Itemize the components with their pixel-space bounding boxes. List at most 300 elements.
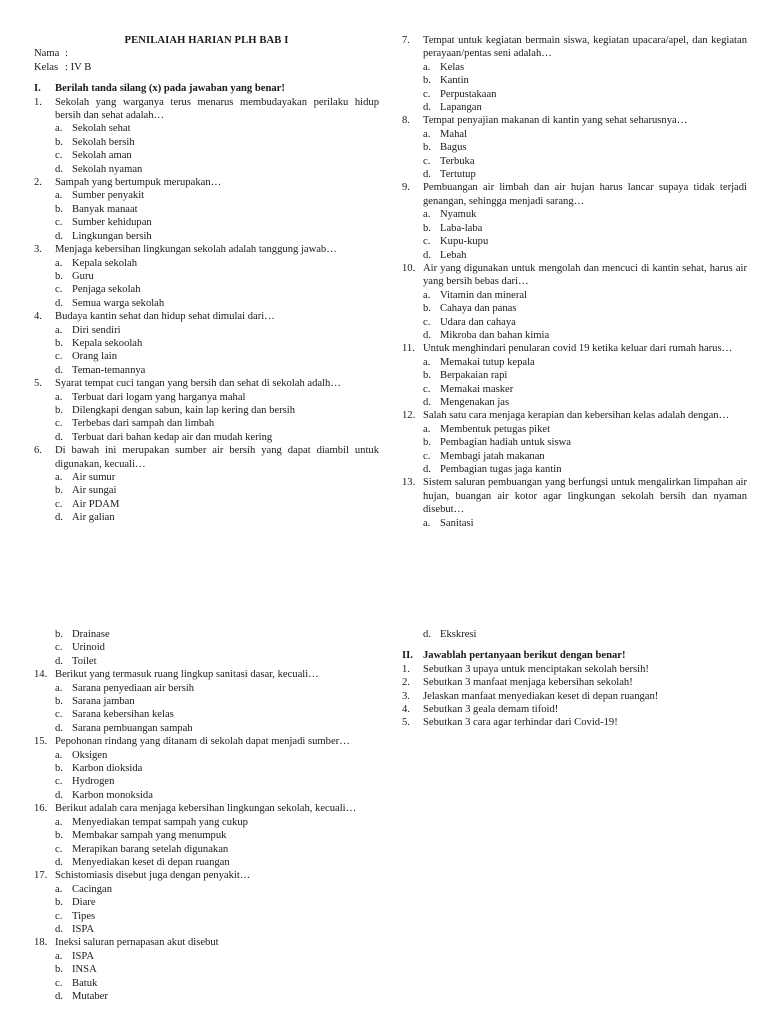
- answer-option: [34, 843, 379, 856]
- option-letter: a.: [55, 190, 63, 202]
- class-value: : IV B: [65, 61, 92, 73]
- option-letter: b.: [55, 964, 63, 976]
- option-letter: d.: [55, 923, 63, 935]
- option-text: Sekolah aman: [72, 150, 132, 162]
- essay-text: Sebutkan 3 manfaat menjaga kebersihan sekolah!: [423, 677, 633, 689]
- answer-option: [34, 498, 379, 511]
- essay-number: 4.: [402, 704, 410, 716]
- option-letter: b.: [55, 203, 63, 215]
- option-text: Kelas: [440, 61, 465, 73]
- option-letter: a.: [423, 423, 431, 435]
- answer-option: [34, 471, 379, 484]
- answer-option: [34, 136, 379, 149]
- question-number: 17.: [34, 870, 48, 882]
- option-letter: d.: [55, 789, 63, 801]
- option-text: Cacingan: [72, 883, 113, 895]
- option-letter: c.: [423, 236, 431, 248]
- question: [402, 409, 747, 422]
- option-text: Sekolah sehat: [72, 123, 131, 135]
- option-text: Vitamin dan mineral: [440, 289, 528, 301]
- question: [34, 869, 379, 882]
- name-value: :: [65, 48, 68, 60]
- answer-option: [402, 423, 747, 436]
- answer-option: [34, 829, 379, 842]
- option-text: Kepala sekolah: [72, 257, 138, 269]
- column-left: [34, 34, 379, 525]
- option-text: Membakar sampah yang menumpuk: [72, 830, 227, 842]
- option-letter: d.: [423, 629, 431, 640]
- option-letter: a.: [423, 61, 431, 73]
- class-field: [34, 61, 379, 74]
- spacer: [34, 74, 379, 82]
- option-letter: c.: [55, 217, 63, 229]
- question: [402, 262, 747, 289]
- answer-option: [34, 203, 379, 216]
- answer-option: [34, 977, 379, 990]
- answer-option: [34, 856, 379, 869]
- answer-option: [34, 404, 379, 417]
- option-letter: d.: [423, 102, 431, 114]
- question-number: 6.: [34, 445, 42, 457]
- question: [34, 243, 379, 256]
- name-field: [34, 47, 379, 60]
- question-list: [34, 96, 379, 525]
- essay-item: [402, 663, 747, 676]
- section-number: II.: [402, 650, 413, 662]
- option-letter: a.: [55, 950, 63, 962]
- question: [34, 377, 379, 390]
- question-number: 3.: [34, 244, 42, 256]
- section-heading: [34, 82, 379, 95]
- option-text: Air sungai: [72, 485, 117, 497]
- option-letter: d.: [55, 163, 63, 175]
- option-letter: d.: [423, 329, 431, 341]
- essay-text: Sebutkan 3 geala demam tifoid!: [423, 704, 559, 716]
- page-bottom-half: [0, 600, 768, 1024]
- answer-option: [402, 329, 747, 342]
- question: [34, 176, 379, 189]
- essay-item: [402, 690, 747, 703]
- option-letter: a.: [55, 883, 63, 895]
- option-letter: a.: [423, 289, 431, 301]
- option-letter: c.: [55, 776, 63, 788]
- option-letter: d.: [55, 230, 63, 242]
- answer-option: [34, 910, 379, 923]
- question-text: Sekolah yang warganya terus menarus membudayakan perilaku hidup bersih dan sehat adalah…: [55, 96, 379, 122]
- option-letter: c.: [423, 316, 431, 328]
- answer-option: [34, 775, 379, 788]
- option-text: Sarana kebersihan kelas: [72, 709, 174, 721]
- question-number: 12.: [402, 410, 416, 422]
- option-letter: b.: [55, 270, 63, 282]
- question-number: 11.: [402, 343, 415, 355]
- option-letter: a.: [55, 749, 63, 761]
- option-letter: c.: [55, 284, 63, 296]
- question-text: Berikut adalah cara menjaga kebersihan lingkungan sekolah, kecuali…: [55, 803, 357, 815]
- option-text: Drainase: [72, 629, 110, 640]
- question: [34, 96, 379, 123]
- option-letter: a.: [423, 517, 431, 529]
- option-letter: b.: [423, 370, 431, 382]
- option-letter: d.: [55, 512, 63, 524]
- answer-option: [34, 762, 379, 775]
- option-text: Guru: [72, 270, 94, 282]
- option-letter: b.: [55, 830, 63, 842]
- answer-option: [402, 436, 747, 449]
- option-text: Oksigen: [72, 749, 108, 761]
- answer-option: [34, 655, 379, 668]
- option-text: Pembagian tugas jaga kantin: [440, 464, 562, 475]
- option-text: Air galian: [72, 512, 115, 524]
- option-text: Lingkungan bersih: [72, 230, 152, 242]
- answer-option: [402, 208, 747, 221]
- option-text: Pembagian hadiah untuk siswa: [440, 437, 571, 449]
- answer-option: [402, 289, 747, 302]
- option-letter: b.: [423, 75, 431, 87]
- answer-option: [34, 896, 379, 909]
- answer-option: [402, 302, 747, 315]
- question-number: 4.: [34, 311, 42, 323]
- question-list: [34, 668, 379, 1003]
- option-letter: c.: [423, 383, 431, 395]
- option-letter: b.: [423, 142, 431, 154]
- question-text: Tempat penyajian makanan di kantin yang sehat seharusnya…: [423, 115, 688, 127]
- option-letter: a.: [55, 682, 63, 694]
- option-letter: d.: [423, 464, 431, 475]
- question-text: Sampah yang bertumpuk merupakan…: [55, 177, 222, 189]
- question: [34, 668, 379, 681]
- option-letter: c.: [55, 351, 63, 363]
- question-number: 14.: [34, 669, 48, 681]
- question: [34, 444, 379, 471]
- option-text: Kepala sekoolah: [72, 337, 143, 349]
- answer-option: [34, 708, 379, 721]
- option-letter: d.: [55, 856, 63, 868]
- essay-item: [402, 716, 747, 729]
- section-instruction: Berilah tanda silang (x) pada jawaban yang benar!: [55, 83, 285, 95]
- option-text: ISPA: [72, 923, 94, 935]
- option-text: Mahal: [440, 128, 468, 140]
- option-text: Tipes: [72, 910, 96, 922]
- option-letter: a.: [55, 123, 63, 135]
- question-number: 10.: [402, 262, 416, 274]
- answer-option: [402, 396, 747, 409]
- question: [34, 310, 379, 323]
- option-letter: d.: [55, 655, 63, 667]
- essay-number: 3.: [402, 690, 410, 702]
- option-letter: c.: [423, 155, 431, 167]
- option-text: Mutaber: [72, 990, 108, 1002]
- option-letter: c.: [55, 642, 63, 654]
- answer-option: [402, 61, 747, 74]
- column-right: [402, 34, 747, 530]
- option-text: Lebah: [440, 249, 467, 261]
- question: [34, 802, 379, 815]
- option-text: Penjaga sekolah: [72, 284, 141, 296]
- answer-option: [34, 257, 379, 270]
- essay-number: 5.: [402, 717, 410, 729]
- answer-option: [402, 249, 747, 262]
- option-text: Diare: [72, 897, 96, 909]
- option-letter: b.: [55, 136, 63, 148]
- option-text: Merapikan barang setelah digunakan: [72, 843, 229, 855]
- answer-option: [34, 350, 379, 363]
- option-letter: b.: [55, 337, 63, 349]
- answer-option: [34, 230, 379, 243]
- answer-option: [34, 283, 379, 296]
- question: [402, 342, 747, 355]
- option-text: Karbon monoksida: [72, 789, 153, 801]
- question-text: Sistem saluran pembuangan yang berfungsi untuk mengalirkan limpahan air hujan, buangan air kotor agar lingkungan sekolah bersih dan nyaman disebut…: [423, 477, 747, 516]
- answer-option: [402, 235, 747, 248]
- question-text: Pembuangan air limbah dan air hujan harus lancar supaya tidak terjadi genangan, sehingga menjadi sarang…: [423, 182, 747, 207]
- option-text: Mikroba dan bahan kimia: [440, 329, 550, 341]
- option-text: Udara dan cahaya: [440, 316, 516, 328]
- answer-option: [34, 883, 379, 896]
- option-letter: a.: [55, 816, 63, 828]
- answer-option: [34, 695, 379, 708]
- question-number: 8.: [402, 115, 410, 127]
- question-text: Pepohonan rindang yang ditanam di sekolah dapat menjadi sumber…: [55, 736, 350, 748]
- question: [402, 476, 747, 516]
- answer-option: [34, 149, 379, 162]
- continued-option-list: [34, 628, 379, 668]
- option-letter: d.: [55, 722, 63, 734]
- option-letter: d.: [423, 169, 431, 181]
- question-text: Untuk menghindari penularan covid 19 ketika keluar dari rumah harus…: [423, 343, 733, 355]
- question-text: Berikut yang termasuk ruang lingkup sanitasi dasar, kecuali…: [55, 669, 319, 681]
- option-text: Air sumur: [72, 472, 116, 483]
- option-text: Sarana penyediaan air bersih: [72, 682, 195, 694]
- answer-option: [402, 463, 747, 476]
- option-text: INSA: [72, 964, 97, 976]
- answer-option: [34, 189, 379, 202]
- option-text: Diri sendiri: [72, 324, 121, 336]
- column-left: [34, 628, 379, 1003]
- section-heading: [402, 649, 747, 662]
- answer-option: [34, 122, 379, 135]
- answer-option: [34, 216, 379, 229]
- option-text: Tertutup: [440, 169, 476, 181]
- option-letter: b.: [55, 696, 63, 708]
- answer-option: [34, 364, 379, 377]
- option-text: Mengenakan jas: [440, 396, 510, 408]
- option-text: Teman-temannya: [72, 364, 146, 376]
- answer-option: [402, 356, 747, 369]
- answer-option: [34, 270, 379, 283]
- option-text: Menyediakan keset di depan ruangan: [72, 856, 230, 868]
- question-text: Menjaga kebersihan lingkungan sekolah adalah tanggung jawab…: [55, 244, 337, 256]
- question-text: Air yang digunakan untuk mengolah dan mencuci di kantin sehat, harus air yang bersih bebas dari…: [423, 262, 747, 288]
- option-text: Orang lain: [72, 351, 118, 363]
- essay-item: [402, 676, 747, 689]
- answer-option: [402, 450, 747, 463]
- answer-option: [34, 417, 379, 430]
- option-letter: c.: [55, 498, 63, 510]
- option-letter: c.: [55, 843, 63, 855]
- option-text: Batuk: [72, 977, 98, 989]
- option-text: Lapangan: [440, 102, 482, 114]
- question-text: Salah satu cara menjaga kerapian dan kebersihan kelas adalah dengan…: [423, 410, 730, 422]
- answer-option: [34, 511, 379, 524]
- option-letter: c.: [423, 450, 431, 462]
- answer-option: [402, 101, 747, 114]
- question-text: Di bawah ini merupakan sumber air bersih yang dapat diambil untuk digunakan, kecuali…: [55, 445, 379, 470]
- question: [34, 735, 379, 748]
- option-text: Urinoid: [72, 642, 105, 654]
- essay-item: [402, 703, 747, 716]
- question-text: Tempat untuk kegiatan bermain siswa, kegiatan upacara/apel, dan kegiatan perayaan/pentas seni adalah…: [423, 35, 747, 60]
- answer-option: [34, 641, 379, 654]
- option-text: Menyediakan tempat sampah yang cukup: [72, 816, 248, 828]
- option-text: Air PDAM: [72, 498, 120, 510]
- answer-option: [402, 141, 747, 154]
- option-letter: a.: [423, 128, 431, 140]
- question-number: 16.: [34, 803, 48, 815]
- option-text: Terbebas dari sampah dan limbah: [72, 418, 215, 430]
- question-text: Syarat tempat cuci tangan yang bersih dan sehat di sekolah adalh…: [55, 378, 341, 390]
- option-text: Banyak manaat: [72, 203, 138, 215]
- answer-option: [34, 484, 379, 497]
- essay-text: Sebutkan 3 cara agar terhindar dari Covid-19!: [423, 717, 618, 729]
- option-text: Terbuka: [440, 155, 475, 167]
- option-letter: d.: [55, 431, 63, 443]
- question-text: Ineksi saluran pernapasan akut disebut: [55, 937, 219, 949]
- question: [402, 181, 747, 208]
- option-letter: b.: [55, 897, 63, 909]
- option-letter: a.: [55, 391, 63, 403]
- answer-option: [34, 789, 379, 802]
- option-text: Sumber penyakit: [72, 190, 145, 202]
- answer-option: [402, 316, 747, 329]
- question-number: 18.: [34, 937, 48, 949]
- answer-option: [402, 155, 747, 168]
- option-text: ISPA: [72, 950, 94, 962]
- question-number: 5.: [34, 378, 42, 390]
- essay-number: 2.: [402, 677, 410, 689]
- option-text: Toilet: [72, 655, 97, 667]
- option-text: Laba-laba: [440, 222, 483, 234]
- question-number: 15.: [34, 736, 48, 748]
- answer-option: [402, 222, 747, 235]
- option-text: Kantin: [440, 75, 469, 87]
- essay-text: Sebutkan 3 upaya untuk menciptakan sekolah bersih!: [423, 663, 649, 675]
- option-text: Memakai tutup kepala: [440, 356, 535, 368]
- essay-number: 1.: [402, 663, 410, 675]
- answer-option: [402, 128, 747, 141]
- option-text: Sarana pembuangan sampah: [72, 722, 193, 734]
- answer-option: [34, 297, 379, 310]
- answer-option: [34, 431, 379, 444]
- question-number: 1.: [34, 96, 42, 108]
- option-text: Sanitasi: [440, 517, 474, 529]
- option-text: Memakai masker: [440, 383, 514, 395]
- option-text: Karbon dioksida: [72, 763, 143, 775]
- answer-option: [34, 722, 379, 735]
- option-text: Kupu-kupu: [440, 236, 489, 248]
- answer-option: [402, 628, 747, 641]
- answer-option: [34, 923, 379, 936]
- option-letter: c.: [55, 709, 63, 721]
- answer-option: [34, 963, 379, 976]
- option-letter: d.: [423, 396, 431, 408]
- answer-option: [402, 383, 747, 396]
- option-text: Nyamuk: [440, 209, 477, 221]
- answer-option: [34, 337, 379, 350]
- option-text: Terbuat dari bahan kedap air dan mudah kering: [72, 431, 273, 443]
- option-text: Membentuk petugas piket: [440, 423, 551, 435]
- name-label: Nama: [34, 48, 60, 60]
- option-letter: c.: [423, 88, 431, 100]
- answer-option: [402, 74, 747, 87]
- answer-option: [34, 749, 379, 762]
- option-text: Hydrogen: [72, 776, 115, 788]
- option-letter: d.: [423, 249, 431, 261]
- option-text: Berpakaian rapi: [440, 370, 508, 382]
- option-letter: a.: [423, 209, 431, 221]
- option-letter: d.: [55, 297, 63, 309]
- option-letter: c.: [55, 977, 63, 989]
- question-number: 9.: [402, 182, 410, 194]
- option-letter: b.: [423, 303, 431, 315]
- option-letter: d.: [55, 364, 63, 376]
- option-text: Ekskresi: [440, 629, 477, 640]
- option-text: Terbuat dari logam yang harganya mahal: [72, 391, 246, 403]
- option-letter: a.: [55, 324, 63, 336]
- option-text: Bagus: [440, 142, 467, 154]
- option-letter: b.: [55, 629, 63, 640]
- answer-option: [402, 369, 747, 382]
- answer-option: [34, 950, 379, 963]
- question-number: 7.: [402, 35, 410, 46]
- answer-option: [34, 682, 379, 695]
- option-letter: c.: [55, 910, 63, 922]
- question-list: [402, 34, 747, 530]
- question: [402, 114, 747, 127]
- essay-text: Jelaskan manfaat menyediakan keset di depan ruangan!: [423, 690, 659, 702]
- section-instruction: Jawablah pertanyaan berikut dengan benar!: [423, 650, 626, 662]
- answer-option: [34, 324, 379, 337]
- column-right: [402, 628, 747, 730]
- question: [34, 936, 379, 949]
- option-text: Sekolah nyaman: [72, 163, 143, 175]
- option-letter: d.: [55, 990, 63, 1002]
- option-text: Perpustakaan: [440, 88, 497, 100]
- option-letter: c.: [55, 150, 63, 162]
- question: [402, 34, 747, 61]
- page-title: PENILAIAH HARIAN PLH BAB I: [124, 35, 289, 46]
- option-letter: b.: [55, 763, 63, 775]
- option-text: Sarana jamban: [72, 696, 135, 708]
- option-letter: c.: [55, 418, 63, 430]
- answer-option: [402, 517, 747, 530]
- class-label: Kelas: [34, 61, 59, 73]
- option-letter: a.: [423, 356, 431, 368]
- answer-option: [402, 168, 747, 181]
- question-text: Schistomiasis disebut juga dengan penyakit…: [55, 870, 251, 882]
- section-number: I.: [34, 83, 41, 95]
- option-text: Cahaya dan panas: [440, 303, 517, 315]
- option-text: Sekolah bersih: [72, 136, 135, 148]
- option-letter: b.: [423, 437, 431, 449]
- question-text: Budaya kantin sehat dan hidup sehat dimulai dari…: [55, 311, 275, 323]
- option-letter: a.: [55, 257, 63, 269]
- question-number: 2.: [34, 177, 42, 189]
- question-number: 13.: [402, 477, 416, 489]
- answer-option: [34, 391, 379, 404]
- option-text: Semua warga sekolah: [72, 297, 165, 309]
- essay-list: [402, 663, 747, 730]
